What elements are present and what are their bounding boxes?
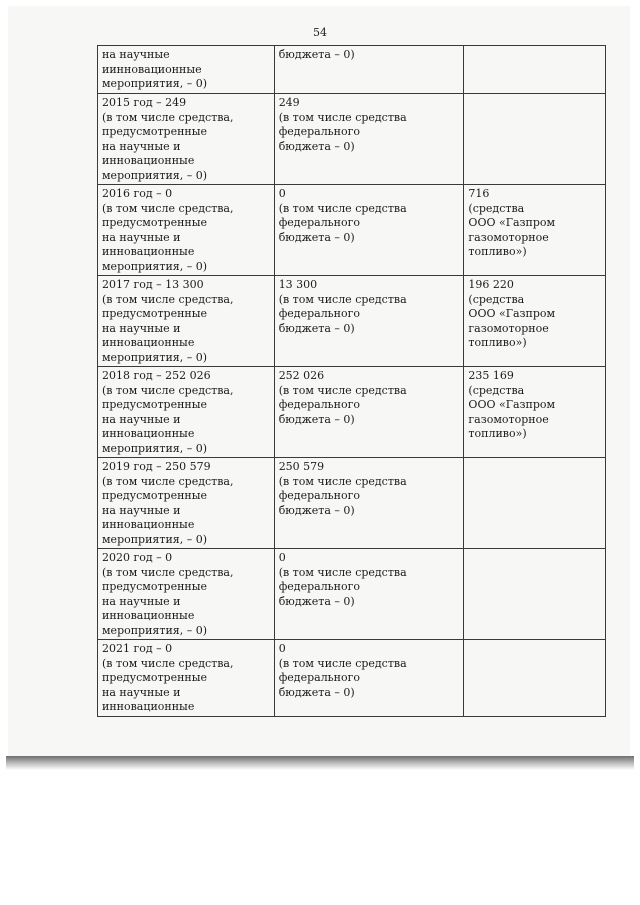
table-row bbox=[98, 276, 606, 367]
table-cell-funding-total: на научные иинновационные мероприятия, – 0) bbox=[98, 46, 275, 94]
table-row bbox=[98, 46, 606, 94]
table-cell-extra-budget bbox=[464, 640, 606, 717]
table-cell-funding-total: 2016 год – 0 (в том числе средства, предусмотренные на научные и инновационные мероприятия, – 0) bbox=[98, 185, 275, 276]
table-row bbox=[98, 640, 606, 717]
table-cell-budget: 249 (в том числе средства федерального бюджета – 0) bbox=[274, 94, 464, 185]
table-row bbox=[98, 549, 606, 640]
table-row bbox=[98, 185, 606, 276]
table-cell-budget: 13 300 (в том числе средства федерального бюджета – 0) bbox=[274, 276, 464, 367]
table-cell-budget: 0 (в том числе средства федерального бюджета – 0) bbox=[274, 640, 464, 717]
table-row bbox=[98, 458, 606, 549]
table-cell-funding-total: 2015 год – 249 (в том числе средства, предусмотренные на научные и инновационные мероприятия, – 0) bbox=[98, 94, 275, 185]
table-cell-budget: 250 579 (в том числе средства федерального бюджета – 0) bbox=[274, 458, 464, 549]
table-cell-extra-budget: 196 220 (средства ООО «Газпром газомоторное топливо») bbox=[464, 276, 606, 367]
table-cell-budget: 0 (в том числе средства федерального бюджета – 0) bbox=[274, 549, 464, 640]
table-row bbox=[98, 367, 606, 458]
table-cell-funding-total: 2019 год – 250 579 (в том числе средства, предусмотренные на научные и инновационные мероприятия, – 0) bbox=[98, 458, 275, 549]
table-cell-extra-budget: 235 169 (средства ООО «Газпром газомоторное топливо») bbox=[464, 367, 606, 458]
table-cell-funding-total: 2018 год – 252 026 (в том числе средства, предусмотренные на научные и инновационные мероприятия, – 0) bbox=[98, 367, 275, 458]
table-cell-extra-budget bbox=[464, 94, 606, 185]
funding-table bbox=[97, 45, 606, 717]
table-cell-funding-total: 2017 год – 13 300 (в том числе средства, предусмотренные на научные и инновационные мероприятия, – 0) bbox=[98, 276, 275, 367]
table-cell-extra-budget bbox=[464, 549, 606, 640]
table-cell-extra-budget bbox=[464, 46, 606, 94]
table-cell-budget: 252 026 (в том числе средства федерального бюджета – 0) bbox=[274, 367, 464, 458]
table-cell-funding-total: 2021 год – 0 (в том числе средства, предусмотренные на научные и инновационные bbox=[98, 640, 275, 717]
table-cell-extra-budget bbox=[464, 458, 606, 549]
table-row bbox=[98, 94, 606, 185]
scan-edge-shadow bbox=[6, 756, 634, 770]
table-cell-extra-budget: 716 (средства ООО «Газпром газомоторное топливо») bbox=[464, 185, 606, 276]
table-cell-budget: 0 (в том числе средства федерального бюджета – 0) bbox=[274, 185, 464, 276]
table-cell-budget: бюджета – 0) bbox=[274, 46, 464, 94]
page-number: 54 bbox=[313, 26, 327, 39]
table-cell-funding-total: 2020 год – 0 (в том числе средства, предусмотренные на научные и инновационные мероприятия, – 0) bbox=[98, 549, 275, 640]
